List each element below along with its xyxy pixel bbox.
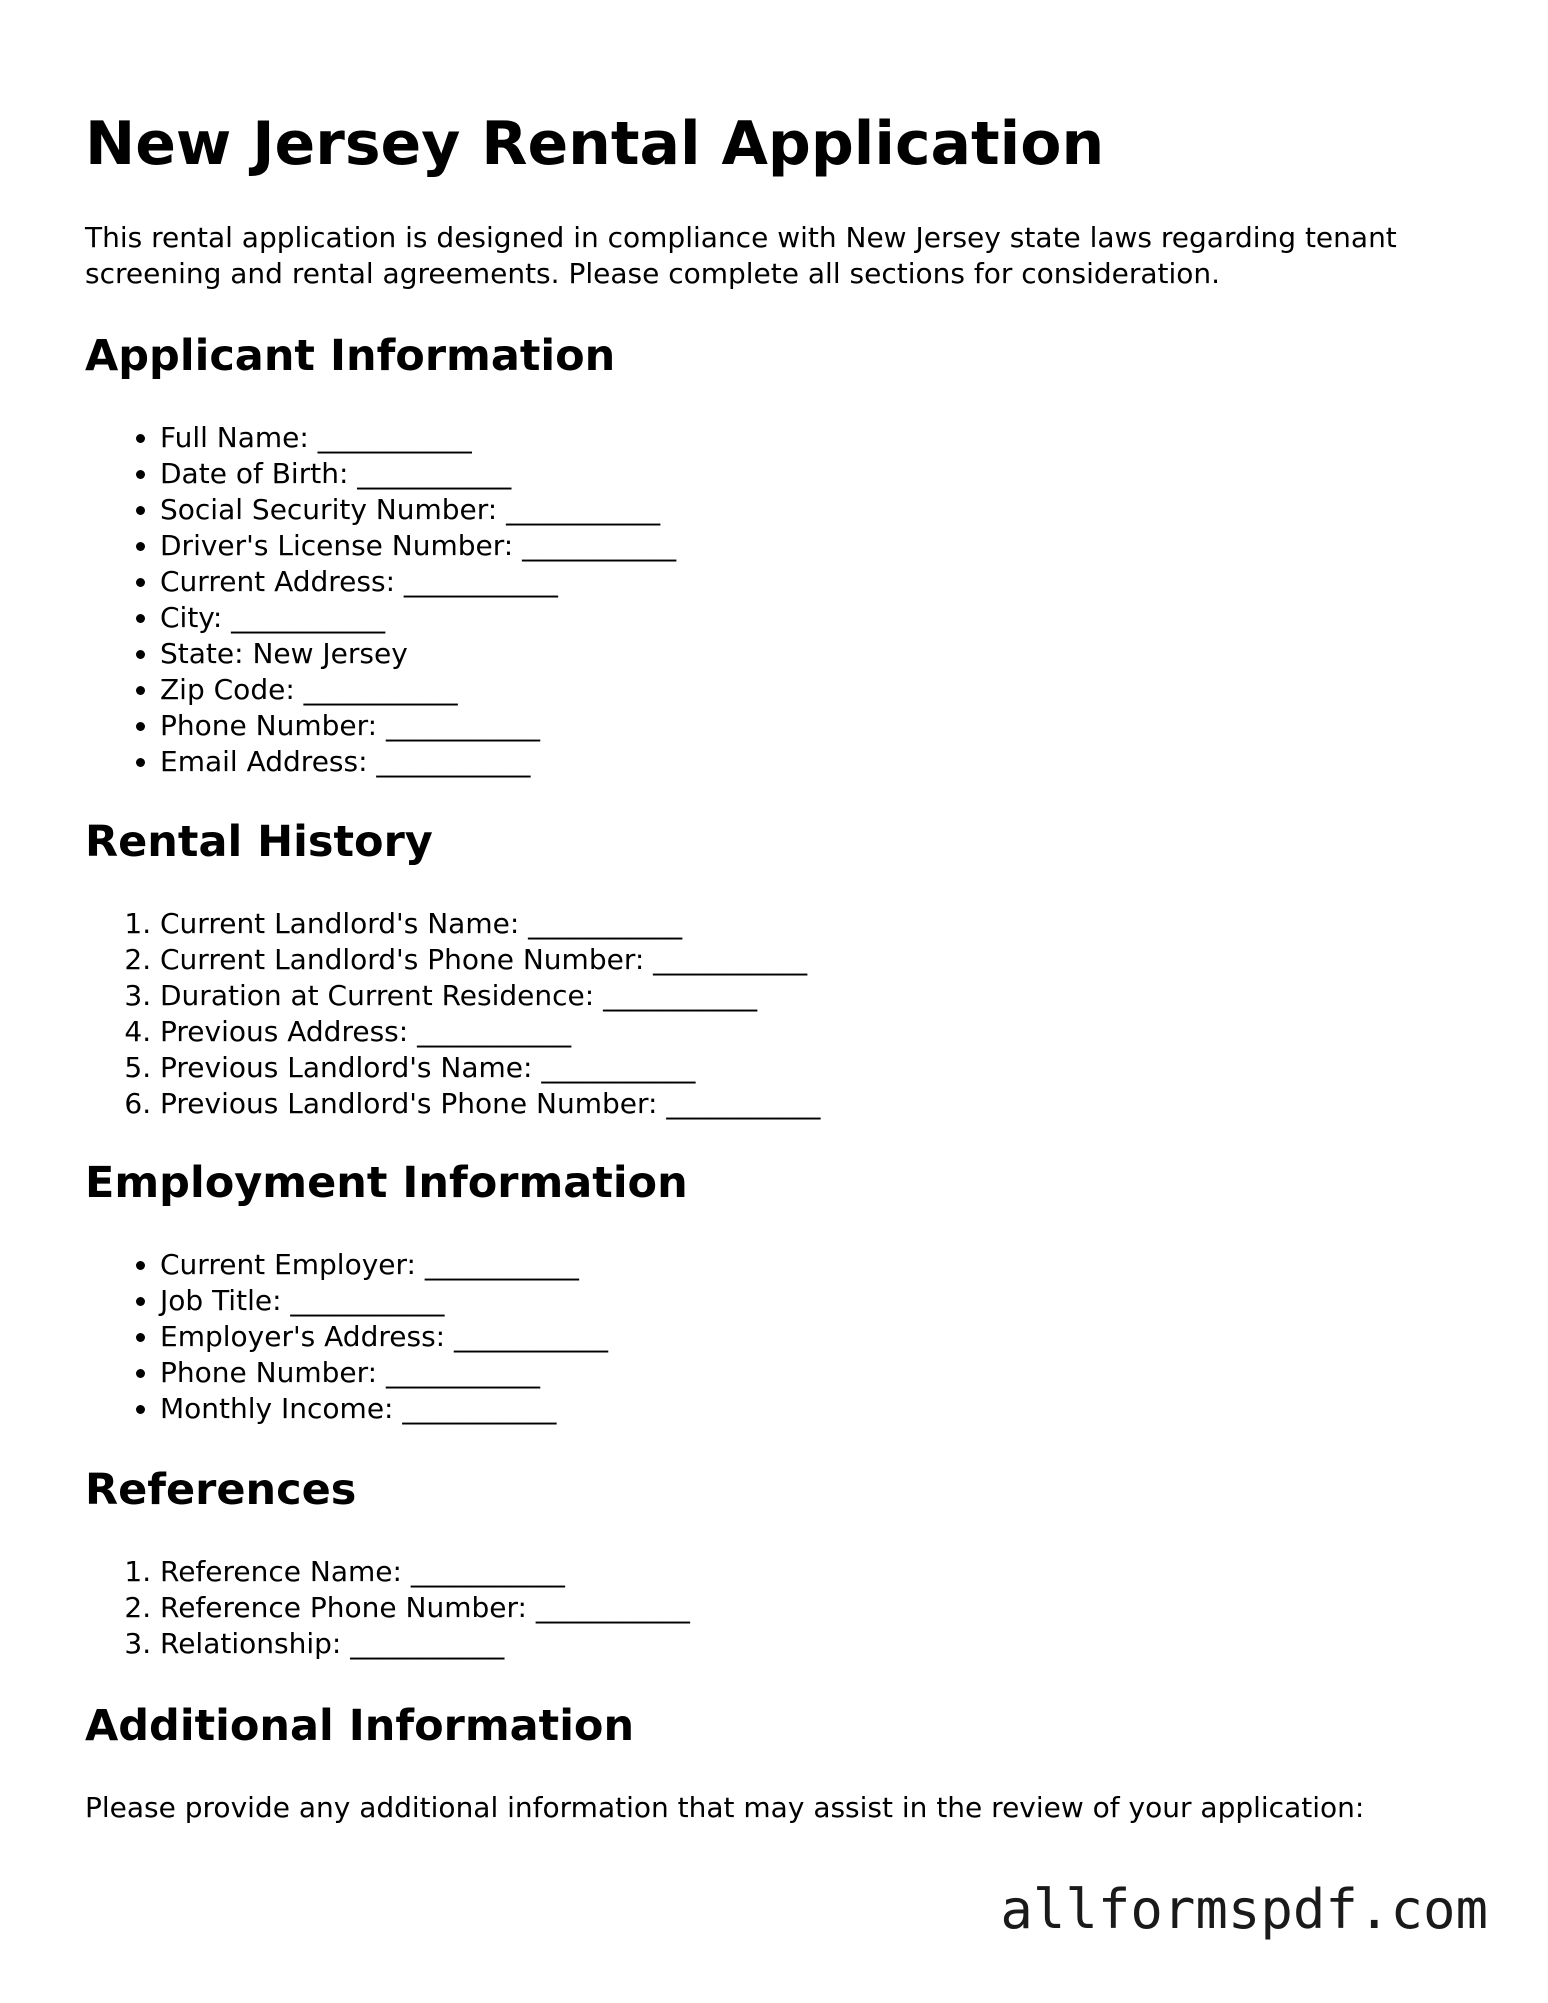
list-item-employer-phone: • Phone Number: ___________ bbox=[160, 1355, 608, 1391]
list-item-email-address: • Email Address: ___________ bbox=[160, 744, 676, 780]
section-heading-references: References bbox=[85, 1465, 357, 1515]
list-item-current-landlord-name: 1. Current Landlord's Name: ___________ bbox=[160, 906, 820, 942]
employment-list bbox=[85, 1247, 608, 1427]
applicant-list bbox=[85, 420, 676, 780]
list-item-phone-number: • Phone Number: ___________ bbox=[160, 708, 676, 744]
page-title: New Jersey Rental Application bbox=[85, 109, 1105, 179]
intro-paragraph: This rental application is designed in compliance with New Jersey state laws regarding tenant screening and rental agreements. Please complete all sections for consideration. bbox=[85, 221, 1397, 290]
list-item-current-landlord-phone: 2. Current Landlord's Phone Number: ___________ bbox=[160, 942, 820, 978]
list-item-previous-landlord-name: 5. Previous Landlord's Name: ___________ bbox=[160, 1050, 820, 1086]
list-item-date-of-birth: • Date of Birth: ___________ bbox=[160, 456, 676, 492]
list-item-employer-address: • Employer's Address: ___________ bbox=[160, 1319, 608, 1355]
section-heading-additional: Additional Information bbox=[85, 1701, 635, 1751]
list-item-relationship: 3. Relationship: ___________ bbox=[160, 1626, 690, 1662]
section-heading-applicant: Applicant Information bbox=[85, 331, 616, 381]
list-item-duration-residence: 3. Duration at Current Residence: ___________ bbox=[160, 978, 820, 1014]
list-item-reference-name: 1. Reference Name: ___________ bbox=[160, 1554, 690, 1590]
list-item-job-title: • Job Title: ___________ bbox=[160, 1283, 608, 1319]
list-item-reference-phone: 2. Reference Phone Number: ___________ bbox=[160, 1590, 690, 1626]
list-item-previous-landlord-phone: 6. Previous Landlord's Phone Number: ___________ bbox=[160, 1086, 820, 1122]
list-item-city: • City: ___________ bbox=[160, 600, 676, 636]
additional-info-text: Please provide any additional information that may assist in the review of your application: bbox=[85, 1791, 1365, 1824]
watermark: allformspdf.com bbox=[1000, 1878, 1488, 1941]
list-item-monthly-income: • Monthly Income: ___________ bbox=[160, 1391, 608, 1427]
list-item-current-employer: • Current Employer: ___________ bbox=[160, 1247, 608, 1283]
list-item-state: • State: New Jersey bbox=[160, 636, 676, 672]
references-list bbox=[85, 1554, 690, 1662]
list-item-full-name: • Full Name: ___________ bbox=[160, 420, 676, 456]
list-item-current-address: • Current Address: ___________ bbox=[160, 564, 676, 600]
list-item-previous-address: 4. Previous Address: ___________ bbox=[160, 1014, 820, 1050]
section-heading-employment: Employment Information bbox=[85, 1158, 688, 1208]
list-item-zip-code: • Zip Code: ___________ bbox=[160, 672, 676, 708]
section-heading-rental-history: Rental History bbox=[85, 817, 433, 867]
rental-history-list bbox=[85, 906, 820, 1122]
list-item-ssn: • Social Security Number: ___________ bbox=[160, 492, 676, 528]
list-item-drivers-license: • Driver's License Number: ___________ bbox=[160, 528, 676, 564]
